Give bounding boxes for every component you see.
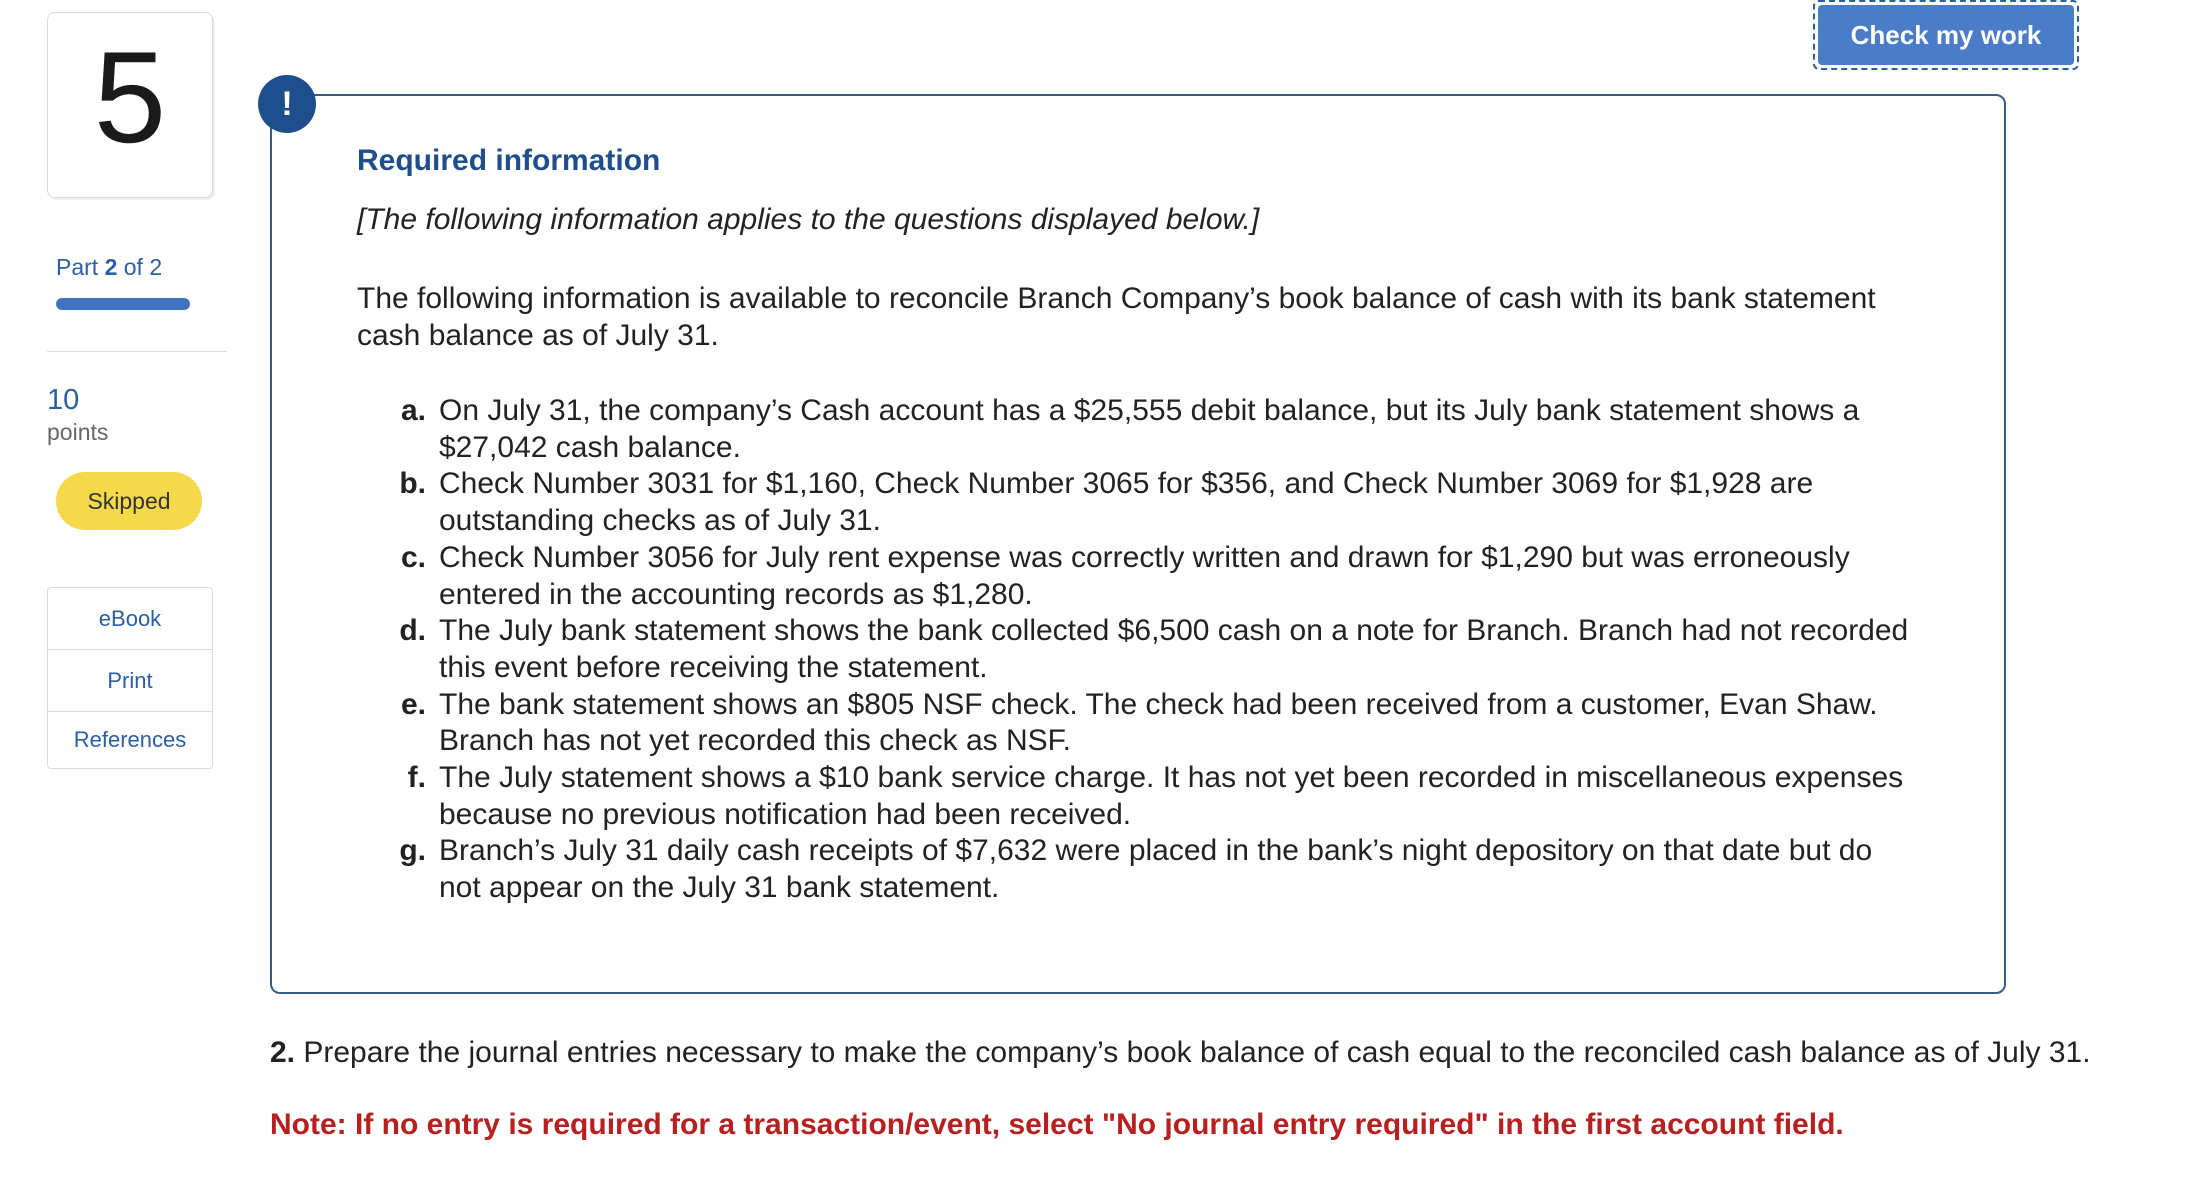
points-value: 10: [47, 384, 80, 416]
item-text: The bank statement shows an $805 NSF check. The check had been received from a customer, Evan Shaw. Branch has not yet recorded this check as NSF.: [439, 687, 1878, 758]
question-number-box: [47, 12, 213, 198]
status-badge: Skipped: [56, 472, 202, 530]
info-title: Required information: [357, 144, 661, 177]
item-text: The July statement shows a $10 bank service charge. It has not yet been recorded in miscellaneous expenses because no previous notification had been received.: [439, 761, 1904, 831]
part-indicator: [56, 254, 162, 281]
prompt-number: 2.: [270, 1036, 296, 1069]
prompt-note: Note: If no entry is required for a transaction/event, select "No journal entry required" in the first account field.: [270, 1108, 1844, 1141]
part-of: of 2: [123, 254, 163, 280]
list-item: [390, 393, 1920, 466]
ebook-link[interactable]: eBook: [48, 588, 212, 650]
list-item: [390, 687, 1920, 760]
prompt-text: Prepare the journal entries necessary to make the company’s book balance of cash equal to the reconciled cash balance as of July 31.: [303, 1036, 2091, 1069]
item-letter: c.: [400, 540, 426, 574]
check-my-work-button[interactable]: [1813, 0, 2079, 70]
points-label: points: [47, 419, 109, 445]
item-letter: b.: [399, 467, 426, 501]
item-letter: f.: [407, 761, 426, 795]
info-item-list: [390, 393, 1920, 907]
check-my-work-label: Check my work: [1818, 5, 2074, 65]
list-item: [390, 540, 1920, 613]
info-intro: The following information is available to reconcile Branch Company’s book balance of cash with its bank statement cash balance as of July 31.: [357, 282, 1876, 352]
item-text: Check Number 3056 for July rent expense was correctly written and drawn for $1,290 but was erroneously entered in the accounting records as $1,280.: [439, 540, 1850, 611]
part-progress-bar: [56, 298, 190, 310]
info-subtitle: [The following information applies to the questions displayed below.]: [357, 203, 1260, 236]
item-text: Branch’s July 31 daily cash receipts of $7,632 were placed in the bank’s night depository on that date but do not appear on the July 31 bank statement.: [439, 834, 1873, 905]
sidebar-divider: [47, 351, 227, 352]
question-prompt: [270, 1034, 2110, 1071]
item-letter: g.: [399, 834, 426, 868]
print-link[interactable]: Print: [48, 650, 212, 712]
alert-icon: !: [258, 75, 316, 133]
list-item: [390, 833, 1920, 906]
item-text: On July 31, the company’s Cash account has a $25,555 debit balance, but its July bank statement shows a $27,042 cash balance.: [439, 394, 1860, 464]
question-number: 5: [93, 24, 167, 170]
resource-list: [47, 587, 213, 769]
references-link[interactable]: References: [73, 727, 187, 752]
item-text: The July bank statement shows the bank collected $6,500 cash on a note for Branch. Branch had not recorded this event before receiving the statement.: [439, 614, 1909, 684]
item-letter: e.: [400, 687, 426, 721]
item-letter: d.: [399, 614, 426, 648]
part-label-prefix: Part: [56, 254, 99, 280]
part-current: 2: [104, 254, 118, 280]
list-item: [390, 613, 1920, 686]
item-letter: a.: [400, 394, 426, 427]
item-text: Check Number 3031 for $1,160, Check Number 3065 for $356, and Check Number 3069 for $1,928 are outstanding checks as of July 31.: [439, 467, 1814, 538]
list-item: [390, 466, 1920, 539]
list-item: [390, 760, 1920, 833]
